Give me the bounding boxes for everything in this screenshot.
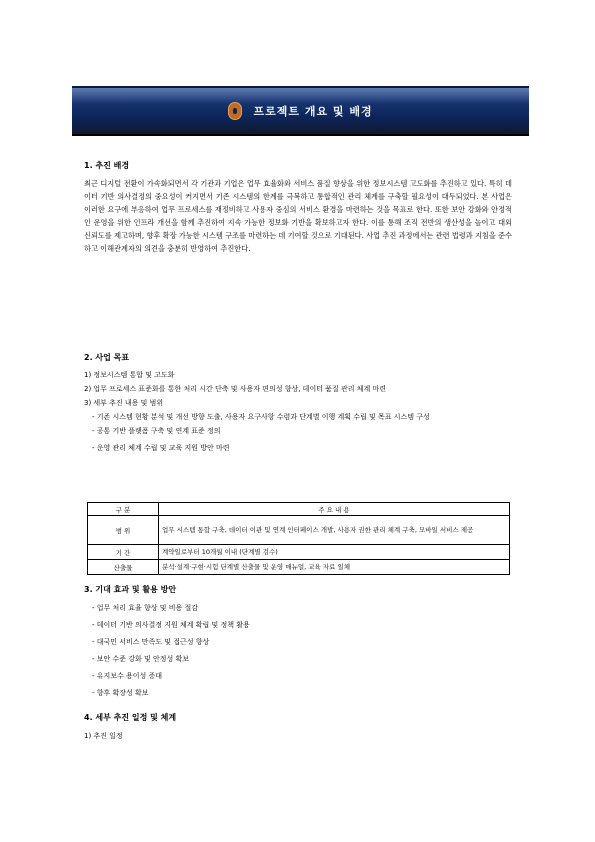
section-title: 2. 사업 목표 (84, 353, 130, 362)
list-item: - 데이터 기반 의사결정 지원 체계 확립 및 정책 활용 (92, 621, 250, 629)
table-header-cell: 구 분 (88, 503, 159, 516)
section-number-badge-icon (228, 102, 242, 120)
list-item: - 대국민 서비스 만족도 및 접근성 향상 (92, 638, 210, 646)
list-item: 1) 추진 일정 (84, 732, 123, 740)
list-item: - 유지보수 용이성 증대 (92, 672, 163, 680)
table-row (88, 560, 510, 575)
list-item: 3) 세부 추진 내용 및 범위 (84, 399, 164, 407)
table-cell-key: 산출물 (88, 560, 159, 575)
section-effects (84, 584, 512, 699)
section-title: 3. 기대 효과 및 활용 방안 (84, 585, 177, 594)
table-cell-value: 분석·설계·구현·시험 단계별 산출물 및 운영 매뉴얼, 교육 자료 일체 (159, 560, 510, 575)
section-schedule (84, 712, 512, 742)
section-goals (84, 352, 512, 454)
sub-list-item: - 기존 시스템 현황 분석 및 개선 방향 도출, 사용자 요구사항 수렴과 단계별 이행 계획 수립 및 목표 시스템 구성 (92, 413, 430, 421)
table-row (88, 545, 510, 560)
list-item: 1) 정보시스템 통합 및 고도화 (84, 371, 175, 379)
list-item: - 업무 처리 효율 향상 및 비용 절감 (92, 604, 199, 612)
section-title: 1. 추진 배경 (84, 161, 130, 170)
table-cell-value: 업무 시스템 통합 구축, 데이터 이관 및 연계 인터페이스 개발, 사용자 권한 관리 체계 구축, 모바일 서비스 제공 (159, 516, 510, 545)
table-cell-key: 범 위 (88, 516, 159, 545)
list-item: 2) 업무 프로세스 표준화를 통한 처리 시간 단축 및 사용자 편의성 향상, 데이터 품질 관리 체계 마련 (84, 385, 386, 393)
table-header-row (88, 503, 510, 516)
banner-title: 프로젝트 개요 및 배경 (253, 104, 373, 118)
sub-list-item: - 공통 기반 플랫폼 구축 및 연계 표준 정의 (92, 427, 221, 435)
table-cell-value: 계약일로부터 10개월 이내 (단계별 검수) (159, 545, 510, 560)
scope-table (87, 502, 510, 575)
list-item: - 향후 확장성 확보 (92, 689, 149, 697)
title-banner (72, 86, 529, 136)
sub-list-item: - 운영 관리 체계 수립 및 교육 지원 방안 마련 (92, 444, 230, 452)
section-background (84, 160, 512, 255)
list-item: - 보안 수준 강화 및 안정성 확보 (92, 655, 190, 663)
table-cell-key: 기 간 (88, 545, 159, 560)
section-title: 4. 세부 추진 일정 및 체계 (84, 713, 177, 722)
table-row (88, 516, 510, 545)
body-paragraph: 최근 디지털 전환이 가속화되면서 각 기관과 기업은 업무 효율화와 서비스 품질 향상을 위한 정보시스템 고도화를 추진하고 있다. 특히 데이터 기반 의사결정의 중요성이 커지면서 기존 시스템의 한계를 극복하고 통합적인 관리 체계를 구축할 필요성이 대두되었다. 본 사업은 이러한 요구에 부응하여 업무 프로세스를 재정비하고 사용자 중심의 서비스 환경을 마련하는 것을 목표로 한다. 또한 보안 강화와 안정적인 운영을 위한 인프라 개선을 함께 추진하여 지속 가능한 정보화 기반을 확보하고자 한다. 이를 통해 조직 전반의 생산성을 높이고 대외 신뢰도를 제고하며, 향후 확장 가능한 시스템 구조를 마련하는 데 기여할 것으로 기대된다. 사업 추진 과정에서는 관련 법령과 지침을 준수하고 이해관계자의 의견을 충분히 반영하여 추진한다. (84, 179, 512, 253)
table-header-cell: 주 요 내 용 (159, 503, 510, 516)
